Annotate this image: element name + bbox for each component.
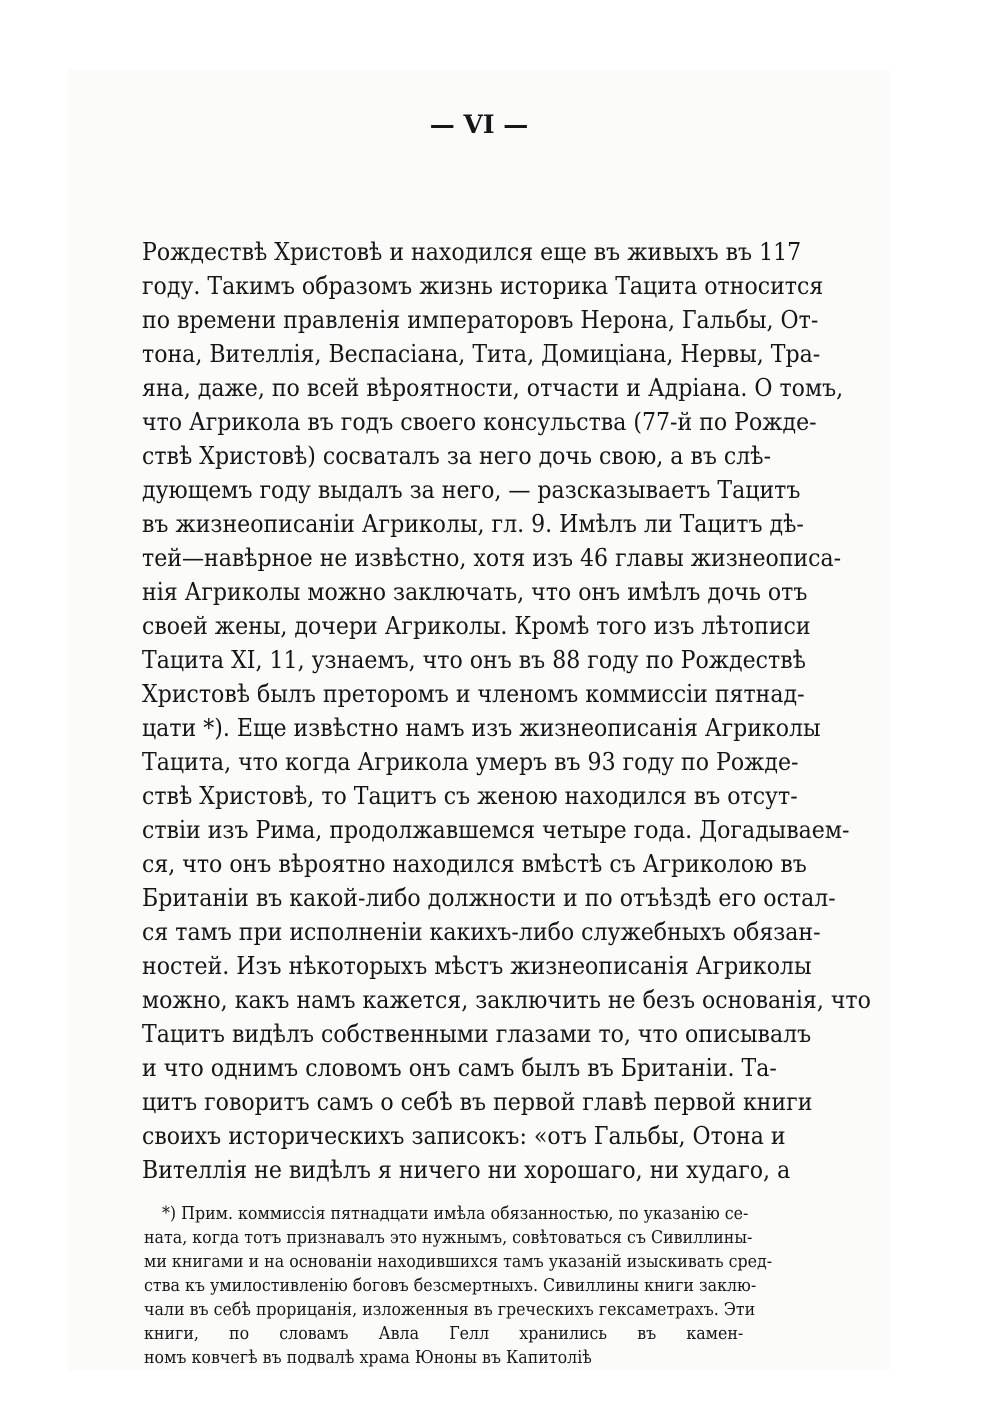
text-line: ствѣ Христовѣ, то Тацитъ съ женою находился въ отсут- [142,781,798,810]
footnote-line: номъ ковчегѣ въ подвалѣ храма Юноны въ Капитоліѣ [144,1347,592,1368]
text-line: Британіи въ какой-либо должности и по отъѣздѣ его остал- [142,883,836,912]
text-line: по времени правленія императоровъ Нерона, Гальбы, От- [142,305,819,334]
book-page [68,70,890,1370]
text-line: яна, даже, по всей вѣроятности, отчасти и Адріана. О томъ, [142,373,844,402]
text-line: и что однимъ словомъ онъ самъ былъ въ Британіи. Та- [142,1053,777,1082]
text-line: дующемъ году выдалъ за него, — разсказываетъ Тацитъ [142,475,801,504]
text-line: ся тамъ при исполненіи какихъ-либо служебныхъ обязан- [142,917,821,946]
text-line: тей—навѣрное не извѣстно, хотя изъ 46 главы жизнеописа- [142,543,842,572]
text-line: Тацита, что когда Агрикола умеръ въ 93 году по Рожде- [142,747,799,776]
text-line: тона, Вителлія, Веспасіана, Тита, Домиціана, Нервы, Тра- [142,339,821,368]
text-line: ностей. Изъ нѣкоторыхъ мѣстъ жизнеописанія Агриколы [142,951,812,980]
text-line: ся, что онъ вѣроятно находился вмѣстѣ съ Агриколою въ [142,849,807,878]
footnote-line: ната, когда тотъ признавалъ это нужнымъ, совѣтоваться съ Сивиллины- [144,1227,753,1248]
text-line: цати *). Еще извѣстно намъ изъ жизнеописанія Агриколы [142,713,821,742]
text-line: ствіи изъ Рима, продолжавшемся четыре года. Догадываем- [142,815,850,844]
text-line: Вителлія не видѣлъ я ничего ни хорошаго, ни худаго, а [142,1155,791,1184]
text-line: можно, какъ намъ кажется, заключить не безъ основанія, что [142,985,871,1014]
text-line: Тацита XI, 11, узнаемъ, что онъ въ 88 году по Рождествѣ [142,645,806,674]
text-line: что Агрикола въ годъ своего консульства (77-й по Рожде- [142,407,817,436]
footnote-line: ства къ умилостивленію боговъ безсмертныхъ. Сивиллины книги заклю- [144,1275,757,1296]
text-line: цитъ говоритъ самъ о себѣ въ первой главѣ первой книги [142,1087,813,1116]
footnote-line: *) Прим. коммиссія пятнадцати имѣла обязанностью, по указанію се- [162,1203,749,1224]
footnote-line: чали въ себѣ прорицанія, изложенныя въ греческихъ гексаметрахъ. Эти [144,1299,756,1320]
page-number-header: — VI — [429,110,529,139]
text-line: году. Такимъ образомъ жизнь историка Тацита относится [142,271,824,300]
footnote-line: книги, по словамъ Авла Гелл хранились въ камен- [144,1323,744,1344]
text-line: Рождествѣ Христовѣ и находился еще въ живыхъ въ 117 [142,237,802,266]
text-line: ствѣ Христовѣ) сосваталъ за него дочь свою, а въ слѣ- [142,441,772,470]
text-line: своей жены, дочери Агриколы. Кромѣ того изъ лѣтописи [142,611,811,640]
text-line: Тацитъ видѣлъ собственными глазами то, что описывалъ [142,1019,812,1048]
text-line: своихъ историческихъ записокъ: «отъ Гальбы, Отона и [142,1121,786,1150]
text-line: въ жизнеописаніи Агриколы, гл. 9. Имѣлъ ли Тацитъ дѣ- [142,509,804,538]
text-line: нія Агриколы можно заключать, что онъ имѣлъ дочь отъ [142,577,808,606]
footnote-line: ми книгами и на основаніи находившихся тамъ указаній изыскивать сред- [144,1251,773,1272]
text-line: Христовѣ былъ преторомъ и членомъ коммиссіи пятнад- [142,679,805,708]
